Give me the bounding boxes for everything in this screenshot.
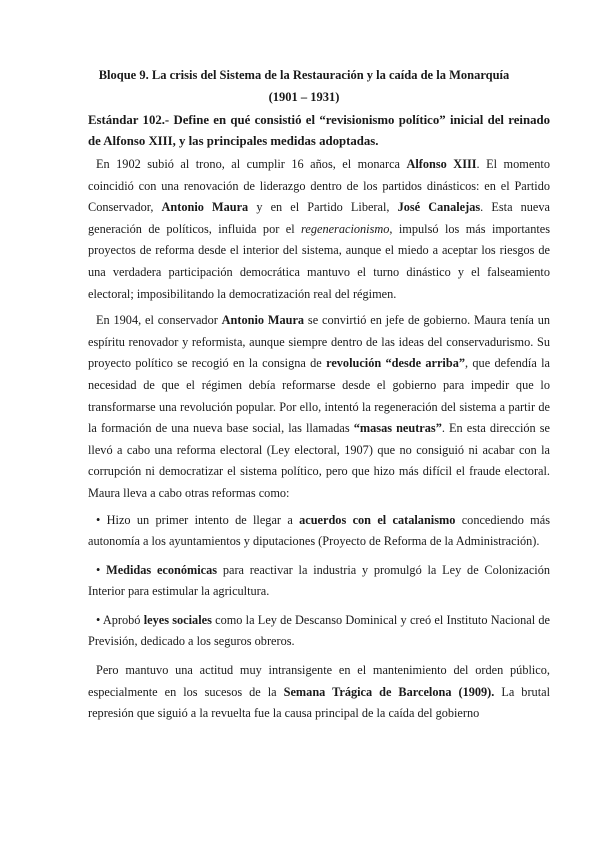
text-span: para reactivar la industria y promulgó la Ley de Colonización Interior para estimular la agricultura. [88, 562, 550, 599]
text-span: , que defendía la necesidad de que el régimen debía reformarse desde el gobierno para impedir que lo transformarse una revolución popular. Por ello, intentó la regeneración del sistema a partir de la formación de una nueva base social, las llamadas [88, 356, 550, 436]
text-span: . Esta nueva generación de políticos, influida por el [88, 200, 550, 236]
document-body [88, 154, 550, 730]
text-span: Pero mantuvo una actitud muy intransigente en el mantenimiento del orden público, especialmente en los sucesos de la [88, 663, 550, 699]
bullet-icon: • [96, 512, 101, 527]
paragraph-2 [88, 310, 550, 504]
bold-term: Medidas económicas [106, 562, 218, 577]
text-span: , impulsó los más importantes proyectos de reforma desde el interior del sistema, aunque el miedo a aceptar los riesgos de una verdadera participación democrática mantuvo el turno dinástico y el falseamiento electoral; imposibilitando la democratización real del régimen. [88, 221, 551, 301]
bullet-icon: • [96, 562, 101, 577]
bold-term: Antonio Maura [161, 200, 249, 215]
title-line-1: Bloque 9. La crisis del Sistema de la Restauración y la caída de la Monarquía [98, 68, 510, 82]
standard-heading: Estándar 102.- Define en qué consistió el “revisionismo político” inicial del reinado de Alfonso XIII, y las principales medidas adoptadas. [88, 113, 550, 148]
bold-term: Alfonso XIII [406, 157, 477, 171]
bullet-item-3 [88, 610, 550, 653]
text-span: Hizo un primer intento de llegar a [106, 512, 300, 527]
text-span: concediendo más autonomía a los ayuntamientos y diputaciones (Proyecto de Reforma de la Administración). [88, 512, 550, 549]
title-line-2: (1901 – 1931) [268, 90, 340, 104]
bold-term: “masas neutras” [353, 421, 442, 436]
bold-term: Antonio Maura [221, 313, 305, 328]
text-span: En 1902 subió al trono, al cumplir 16 años, el monarca [96, 157, 407, 171]
text-span: . El momento coincidió con una renovación de liderazgo dentro de los partidos dinásticos: en el Partido Conservador, [88, 157, 550, 215]
bold-term: Semana Trágica de Barcelona (1909). [283, 684, 495, 699]
paragraph-1 [88, 154, 550, 305]
bold-term: José Canalejas [397, 200, 481, 215]
bold-term: acuerdos con el catalanismo [299, 512, 456, 527]
text-span: se convirtió en jefe de gobierno. Maura tenía un espíritu renovador y reformista, aunque siempre dentro de las ideas del conservadurismo. Su proyecto político se recogió en la consigna de [88, 313, 550, 371]
text-span: . En esta dirección se llevó a cabo una reforma electoral (Ley electoral, 1907) que no consiguió ni acabar con la corrupción ni democratizar el sistema político, pero que hizo más difícil el fraude electoral. Maura lleva a cabo otras reformas como: [88, 421, 550, 500]
text-span: como la Ley de Descanso Dominical y creó el Instituto Nacional de Previsión, dedicado a los seguros obreros. [88, 612, 550, 649]
bold-term: leyes sociales [143, 612, 212, 627]
bold-term: revolución “desde arriba” [326, 356, 465, 371]
text-span: y en el Partido Liberal, [248, 200, 398, 215]
italic-term: regeneracionismo [301, 221, 390, 236]
bullet-icon: • [96, 612, 101, 627]
bullet-item-1 [88, 510, 550, 553]
page-title [60, 64, 548, 108]
bullet-item-2 [88, 560, 550, 603]
paragraph-3 [88, 660, 550, 725]
text-span: En 1904, el conservador [96, 313, 222, 328]
text-span: La brutal represión que siguió a la revuelta fue la causa principal de la caída del gobierno [88, 684, 550, 721]
text-span: Aprobó [102, 612, 144, 627]
